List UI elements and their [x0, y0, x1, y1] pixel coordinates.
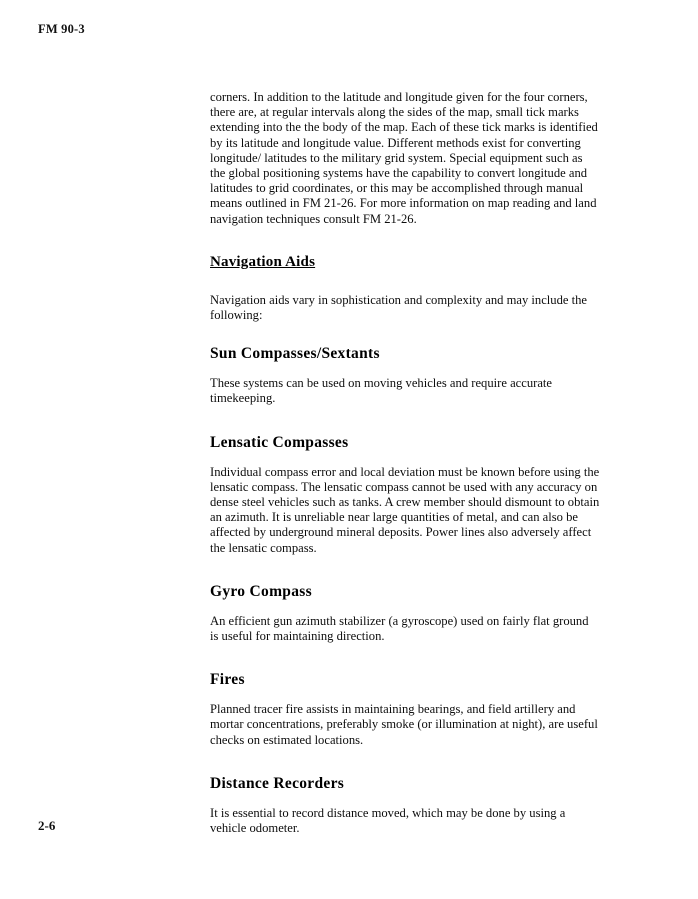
spacer — [210, 689, 600, 702]
spacer — [210, 452, 600, 465]
page-header-manual-code: FM 90-3 — [38, 22, 85, 36]
subsection-text-gyro-compass: An efficient gun azimuth stabilizer (a gyroscope) used on fairly flat ground is useful for maintaining direction. — [210, 613, 589, 644]
page-content — [210, 90, 600, 836]
subsection-heading-distance-recorders: Distance Recorders — [210, 774, 345, 792]
section-heading-navigation-aids: Navigation Aids — [210, 253, 316, 270]
subsection-text-fires: Planned tracer fire assists in maintaining bearings, and field artillery and mortar concentrations, preferably smoke (or illumination at night), are useful checks on estimated locations. — [210, 702, 598, 747]
spacer — [210, 556, 600, 583]
spacer — [210, 407, 600, 434]
spacer — [210, 323, 600, 345]
subsection-text-distance-recorders: It is essential to record distance moved, which may be done by using a vehicle odometer. — [210, 805, 566, 836]
spacer — [210, 601, 600, 614]
subsection-text-lensatic-compasses: Individual compass error and local deviation must be known before using the lensatic compass. The lensatic compass cannot be used with any accuracy on dense steel vehicles such as tanks. A crew member should dismount to obtain an azimuth. It is unreliable near large quantities of metal, and can also be affected by underground mineral deposits. Power lines also adversely affect the lensatic compass. — [210, 464, 600, 555]
subsection-heading-lensatic-compasses: Lensatic Compasses — [210, 433, 349, 451]
subsection-heading-sun-compasses-sextants: Sun Compasses/Sextants — [210, 345, 380, 363]
subsection-heading-fires: Fires — [210, 671, 245, 689]
subsection-heading-gyro-compass: Gyro Compass — [210, 582, 312, 600]
spacer — [210, 644, 600, 671]
subsection-text-sun-compasses-sextants: These systems can be used on moving vehicles and require accurate timekeeping. — [210, 376, 553, 406]
intro-paragraph: corners. In addition to the latitude and longitude given for the four corners, there are, at regular intervals along the sides of the map, small tick marks extending into the the body of the map. Each of these tick marks is identified by its latitude and longitude value. Different methods exist for converting longitude/ latitudes to the military grid system. Special equipment such as the global positioning systems have the capability to convert longitude and latitudes to grid coordinates, or this may be accomplished through manual means outlined in FM 21-26. For more information on map reading and land navigation techniques consult FM 21-26. — [210, 90, 598, 226]
page-number-footer: 2-6 — [38, 818, 56, 833]
spacer — [210, 748, 600, 775]
spacer — [210, 271, 600, 293]
spacer — [210, 793, 600, 806]
section-lead-paragraph: Navigation aids vary in sophistication and complexity and may include the following: — [210, 292, 588, 323]
spacer — [210, 227, 600, 254]
spacer — [210, 363, 600, 376]
